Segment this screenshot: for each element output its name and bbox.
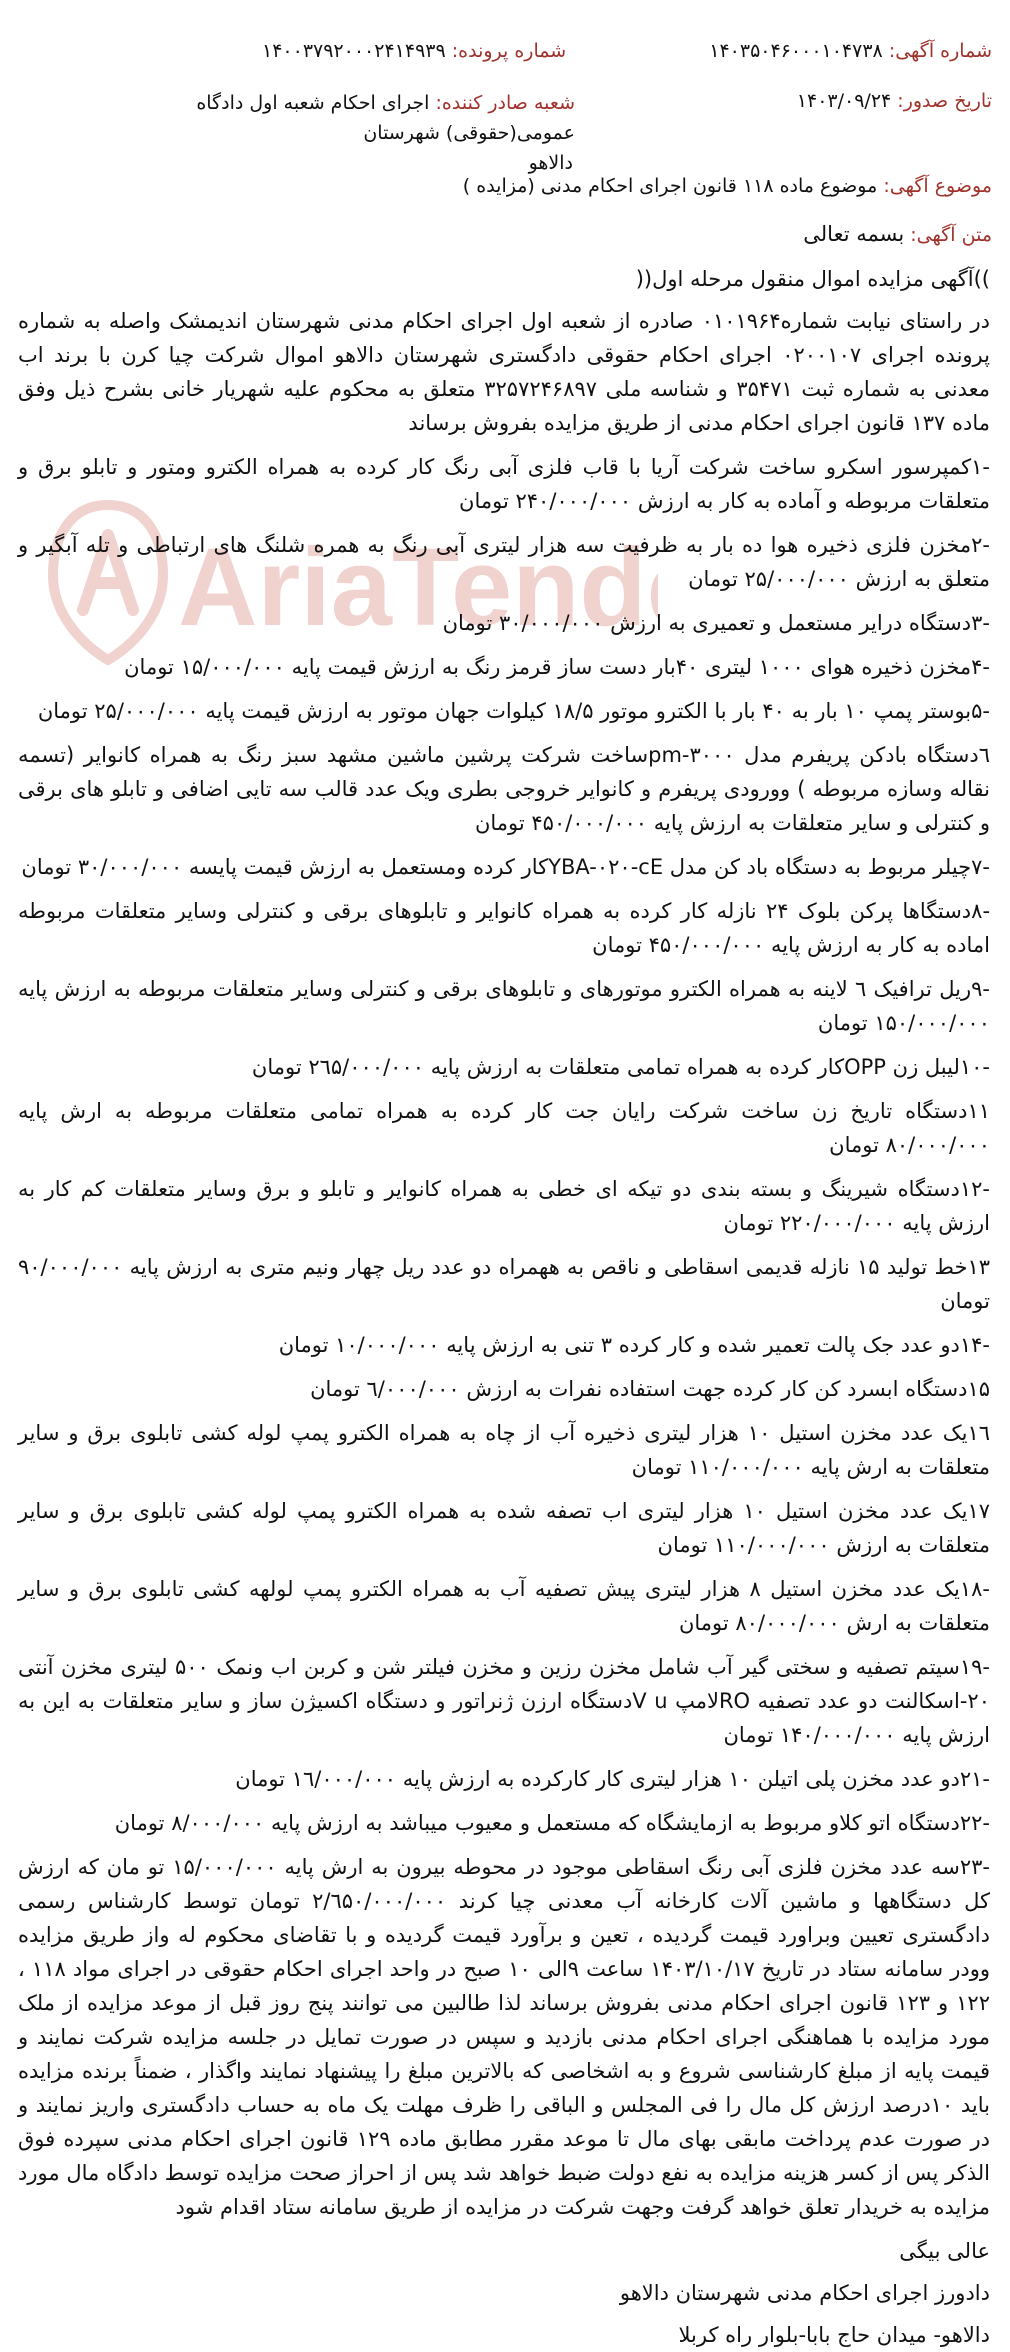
notice-title: ))آگهی مزایده اموال منقول مرحله اول(( — [635, 267, 990, 291]
issuing-branch-label: شعبه صادر کننده: — [435, 92, 575, 114]
case-number: ۱۴۰۰۳۷۹۲۰۰۰۲۴۱۴۹۳۹ — [262, 40, 446, 62]
auction-item: -۲۱دو عدد مخزن پلی اتیلن ۱۰ هزار لیتری کار کارکرده به ارزش پایه ۱٦/۰۰۰/۰۰۰ تومان — [235, 1767, 990, 1791]
body-opening: بسمه تعالی — [803, 222, 905, 246]
ad-number-label: شماره آگهی: — [888, 40, 992, 62]
issuing-branch: اجرای احکام شعبه اول دادگاه عمومی(حقوقی) شهرستان — [196, 92, 575, 144]
auction-item: -۱۰لیبل زن OPPکار کرده به همراه تمامی متعلقات به ارزش پایه ۲٦۵/۰۰۰/۰۰۰ تومان — [251, 1055, 990, 1079]
auction-item: -۱۲دستگاه شیرینگ و بسته بندی دو تیکه ای خطی به همراه کانوایر و تابلو و برق وسایر متعلقات کم کار به ارزش پایه ۲۲۰/۰۰۰/۰۰۰ تومان — [18, 1177, 990, 1235]
auction-item: ۱۱دستگاه تاریخ زن ساخت شرکت رایان جت کار کرده به همراه تمامی متعلقات مربوطه به ارش پایه ۸۰/۰۰۰/۰۰۰ تومان — [18, 1099, 990, 1157]
body-label-row — [803, 222, 992, 246]
ad-number: ۱۴۰۳۵۰۴۶۰۰۰۱۰۴۷۳۸ — [709, 40, 883, 62]
auction-item: -۲۳سه عدد مخزن فلزی آبی رنگ اسقاطی موجود در محوطه بیرون به ارش پایه ۱۵/۰۰۰/۰۰۰ تو مان که ارزش کل دستگاهها و ماشین آلات کارخانه آب معدنی چیا کرند ۲/٦۵۰/۰۰۰/۰۰۰ تومان توسط کارشناس رسمی دادگستری تعیین وبراورد قیمت گردیده ، تعین و برآورد قیمت گردیده و با تقاضای محکوم له واز طریق مزایده وودر سامانه ستاد در تاریخ ۱۴۰۳/۱۰/۱۷ ساعت ۹الی ۱۰ صبح در واحد اجرای احکام حقوقی در اجرای مواد ۱۱۸ ، ۱۲۲ و ۱۲۳ قانون اجرای احکام مدنی بفروش برساند لذا طالبین می توانند پنج روز قبل از موعد مزایده از ملک مورد مزایده با هماهنگی اجرای احکام مدنی بازدید و سپس در صورت تمایل در جلسه مزایده شرکت نمایند و قیمت پایه از مبلغ کارشناسی شروع و به اشخاصی که بالاترین مبلغ را پیشنهاد نمایند واگذار ، ضمناً برنده مزایده باید ۱۰درصد ارزش کل مال را فی المجلس و الباقی را ظرف مهلت یک ماه به حساب دادگستری واریز نمایند و در صورت عدم پرداخت مابقی بهای مال تا موعد مقرر مطابق ماده ۱۲۹ قانون اجرای احکام مدنی سپرده فوق الذکر پس از کسر هزینه مزایده به نفع دولت ضبط خواهد شد پس از احراز صحت مزایده توسط دادگاه مال مورد مزایده به خریدار تعلق خواهد گرفت وجهت شرکت در مزایده از طریق سامانه ستاد اقدام شود — [18, 1855, 991, 2219]
watermark-text: AriaTend — [178, 526, 647, 649]
issue-date-label: تاریخ صدور: — [897, 90, 992, 112]
auction-item: ٦دستگاه بادکن پریفرم مدل pm-۳۰۰۰ساخت شرکت پرشین ماشین مشهد سبز رنگ به همراه کانوایر (تسمه نقاله وسازه مربوطه ) وورودی پریفرم و کانوایر خروجی بطری ویک عدد قالب سه تایی اضافی و تابلو های برقی و کنترلی و سایر متعلقات به ارزش پایه ۴۵۰/۰۰۰/۰۰۰ تومان — [18, 743, 990, 835]
body-label: متن آگهی: — [910, 224, 992, 246]
issuing-branch-city: دالاهو — [528, 152, 573, 174]
auction-item: ۱۳خط تولید ۱۵ نازله قدیمی اسقاطی و ناقص به ههمراه دو عدد ریل چهار ونیم متری به ارزش پایه ۹۰/۰۰۰/۰۰۰ تومان — [18, 1255, 990, 1313]
issuing-branch-row — [72, 88, 575, 178]
auction-item: -۵بوستر پمپ ۱۰ بار به ۴۰ بار با الکترو موتور ۱۸/۵ کیلوات جهان موتور به ارزش قیمت پایه ۲۵/۰۰۰/۰۰۰ تومان — [37, 699, 990, 723]
signer-name: عالی بیگی — [899, 2239, 990, 2263]
notice-intro: در راستای نیابت شماره۰۱۰۱۹۶۴ صادره از شعبه اول اجرای احکام مدنی شهرستان اندیمشک واصله به شماره پرونده اجرای ۰۲۰۰۱۰۷ اجرای احکام حقوقی دادگستری شهرستان دالاهو اموال شرکت چیا کرن با برند اب معدنی به شماره ثبت ۳۵۴۷۱ و شناسه ملی ۳۲۵۷۲۴۶۸۹۷ متعلق به محکوم علیه شهریار خانی بشرح ذیل وفق ماده ۱۳۷ قانون اجرای احکام مدنی از طریق مزایده بفروش برساند — [18, 309, 991, 435]
office-address: دالاهو- میدان حاج بابا-بلوار راه کربلا — [678, 2323, 990, 2347]
auction-item: -۸دستگاها پرکن بلوک ۲۴ نازله کار کرده به همراه کانوایر و تابلوهای برقی و کنترلی وسایر متعلقات مربوطه اماده به کار به ارزش پایه ۴۵۰/۰۰۰/۰۰۰ تومان — [18, 899, 991, 957]
ad-number-row — [709, 36, 992, 66]
auction-item: -۴مخزن ذخیره هوای ۱۰۰۰ لیتری ۴۰بار دست ساز قرمز رنگ به ارزش قیمت پایه ۱۵/۰۰۰/۰۰۰ تومان — [124, 655, 990, 679]
auction-item: ۱۷یک عدد مخزن استیل ۱۰ هزار لیتری اب تصفه شده به همراه الکترو پمپ لوله کشی تابلوی برق و سایر متعلقات به ارزش ۱۱۰/۰۰۰/۰۰۰ تومان — [18, 1499, 990, 1557]
auction-item: -۱۹سیتم تصفیه و سختی گیر آب شامل مخزن رزین و مخزن فیلتر شن و کربن اب ونمک ۵۰۰ لیتری مخزن آنتی ۲۰-اسکالنت دو عدد تصفیه ROلامپ V uدستگاه ارزن ژنراتور و دستگاه اکسیژن ساز و سایر متعلقات به این به ارزش پایه ۱۴۰/۰۰۰/۰۰۰ تومان — [18, 1655, 990, 1747]
signer-title: دادورز اجرای احکام مدنی شهرستان دالاهو — [619, 2281, 990, 2305]
auction-item: ۱٦یک عدد مخزن استیل ۱۰ هزار لیتری ذخیره آب از چاه به همراه الکترو پمپ لوله کشی تابلوی برق و سایر متعلقات به ارش پایه ۱۱۰/۰۰۰/۰۰۰ تومان — [18, 1421, 990, 1479]
subject-label: موضوع آگهی: — [883, 175, 992, 197]
auction-item: -۹ریل ترافیک ٦ لاینه به همراه الکترو موتورهای و تابلوهای برقی و کنترلی وسایر متعلقات مربوطه به ارزش پایه ۱۵۰/۰۰۰/۰۰۰ تومان — [18, 977, 990, 1035]
auction-item: -۱۸یک عدد مخزن استیل ۸ هزار لیتری پیش تصفیه آب به همراه الکترو پمپ لولهه کشی تابلوی برق و سایر متعلقات به ارش ۸۰/۰۰۰/۰۰۰ تومان — [18, 1577, 990, 1635]
auction-item: -۱کمپرسور اسکرو ساخت شرکت آریا با قاب فلزی آبی رنگ کار کرده به همراه الکترو ومتور و تابلو برق و متعلقات مربوطه و آماده به کار به ارزش ۲۴۰/۰۰۰/۰۰۰ تومان — [18, 455, 990, 513]
auction-item: -۷چیلر مربوط به دستگاه باد کن مدل YBA-۰۲۰-cEکار کرده ومستعمل به ارزش قیمت پایسه ۳۰/۰۰۰/۰۰۰ تومان — [21, 855, 990, 879]
auction-item: -۳دستگاه درایر مستعمل و تعمیری به ارزش ۳۰/۰۰۰/۰۰۰ تومان — [442, 611, 990, 635]
auction-item: -۲مخزن فلزی ذخیره هوا ده بار به ظرفیت سه هزار لیتری آبی رنگ به همره شلنگ های ارتباطی و تله آبگیر و متعلق به ارزش ۲۵/۰۰۰/۰۰۰ تومان — [18, 533, 990, 591]
auction-item: ۱۵دستگاه ابسرد کن کار کرده جهت استفاده نفرات به ارزش ٦/۰۰۰/۰۰۰ تومان — [310, 1377, 990, 1401]
subject-text: موضوع ماده ۱۱۸ قانون اجرای احکام مدنی (مزایده ) — [462, 175, 878, 197]
notice-body — [18, 262, 990, 2352]
issue-date: ۱۴۰۳/۰۹/۲۴ — [796, 90, 892, 112]
auction-item: -۲۲دستگاه اتو کلاو مربوط به ازمایشگاه که مستعمل و معیوب میباشد به ارزش پایه ۸/۰۰۰/۰۰۰ تومان — [114, 1811, 990, 1835]
case-number-row — [262, 36, 566, 66]
subject-row — [463, 175, 992, 197]
case-number-label: شماره پرونده: — [451, 40, 567, 62]
auction-item: -۱۴دو عدد جک پالت تعمیر شده و کار کرده ۳ تنی به ارزش پایه ۱۰/۰۰۰/۰۰۰ تومان — [278, 1333, 990, 1357]
issue-date-row — [797, 86, 992, 116]
